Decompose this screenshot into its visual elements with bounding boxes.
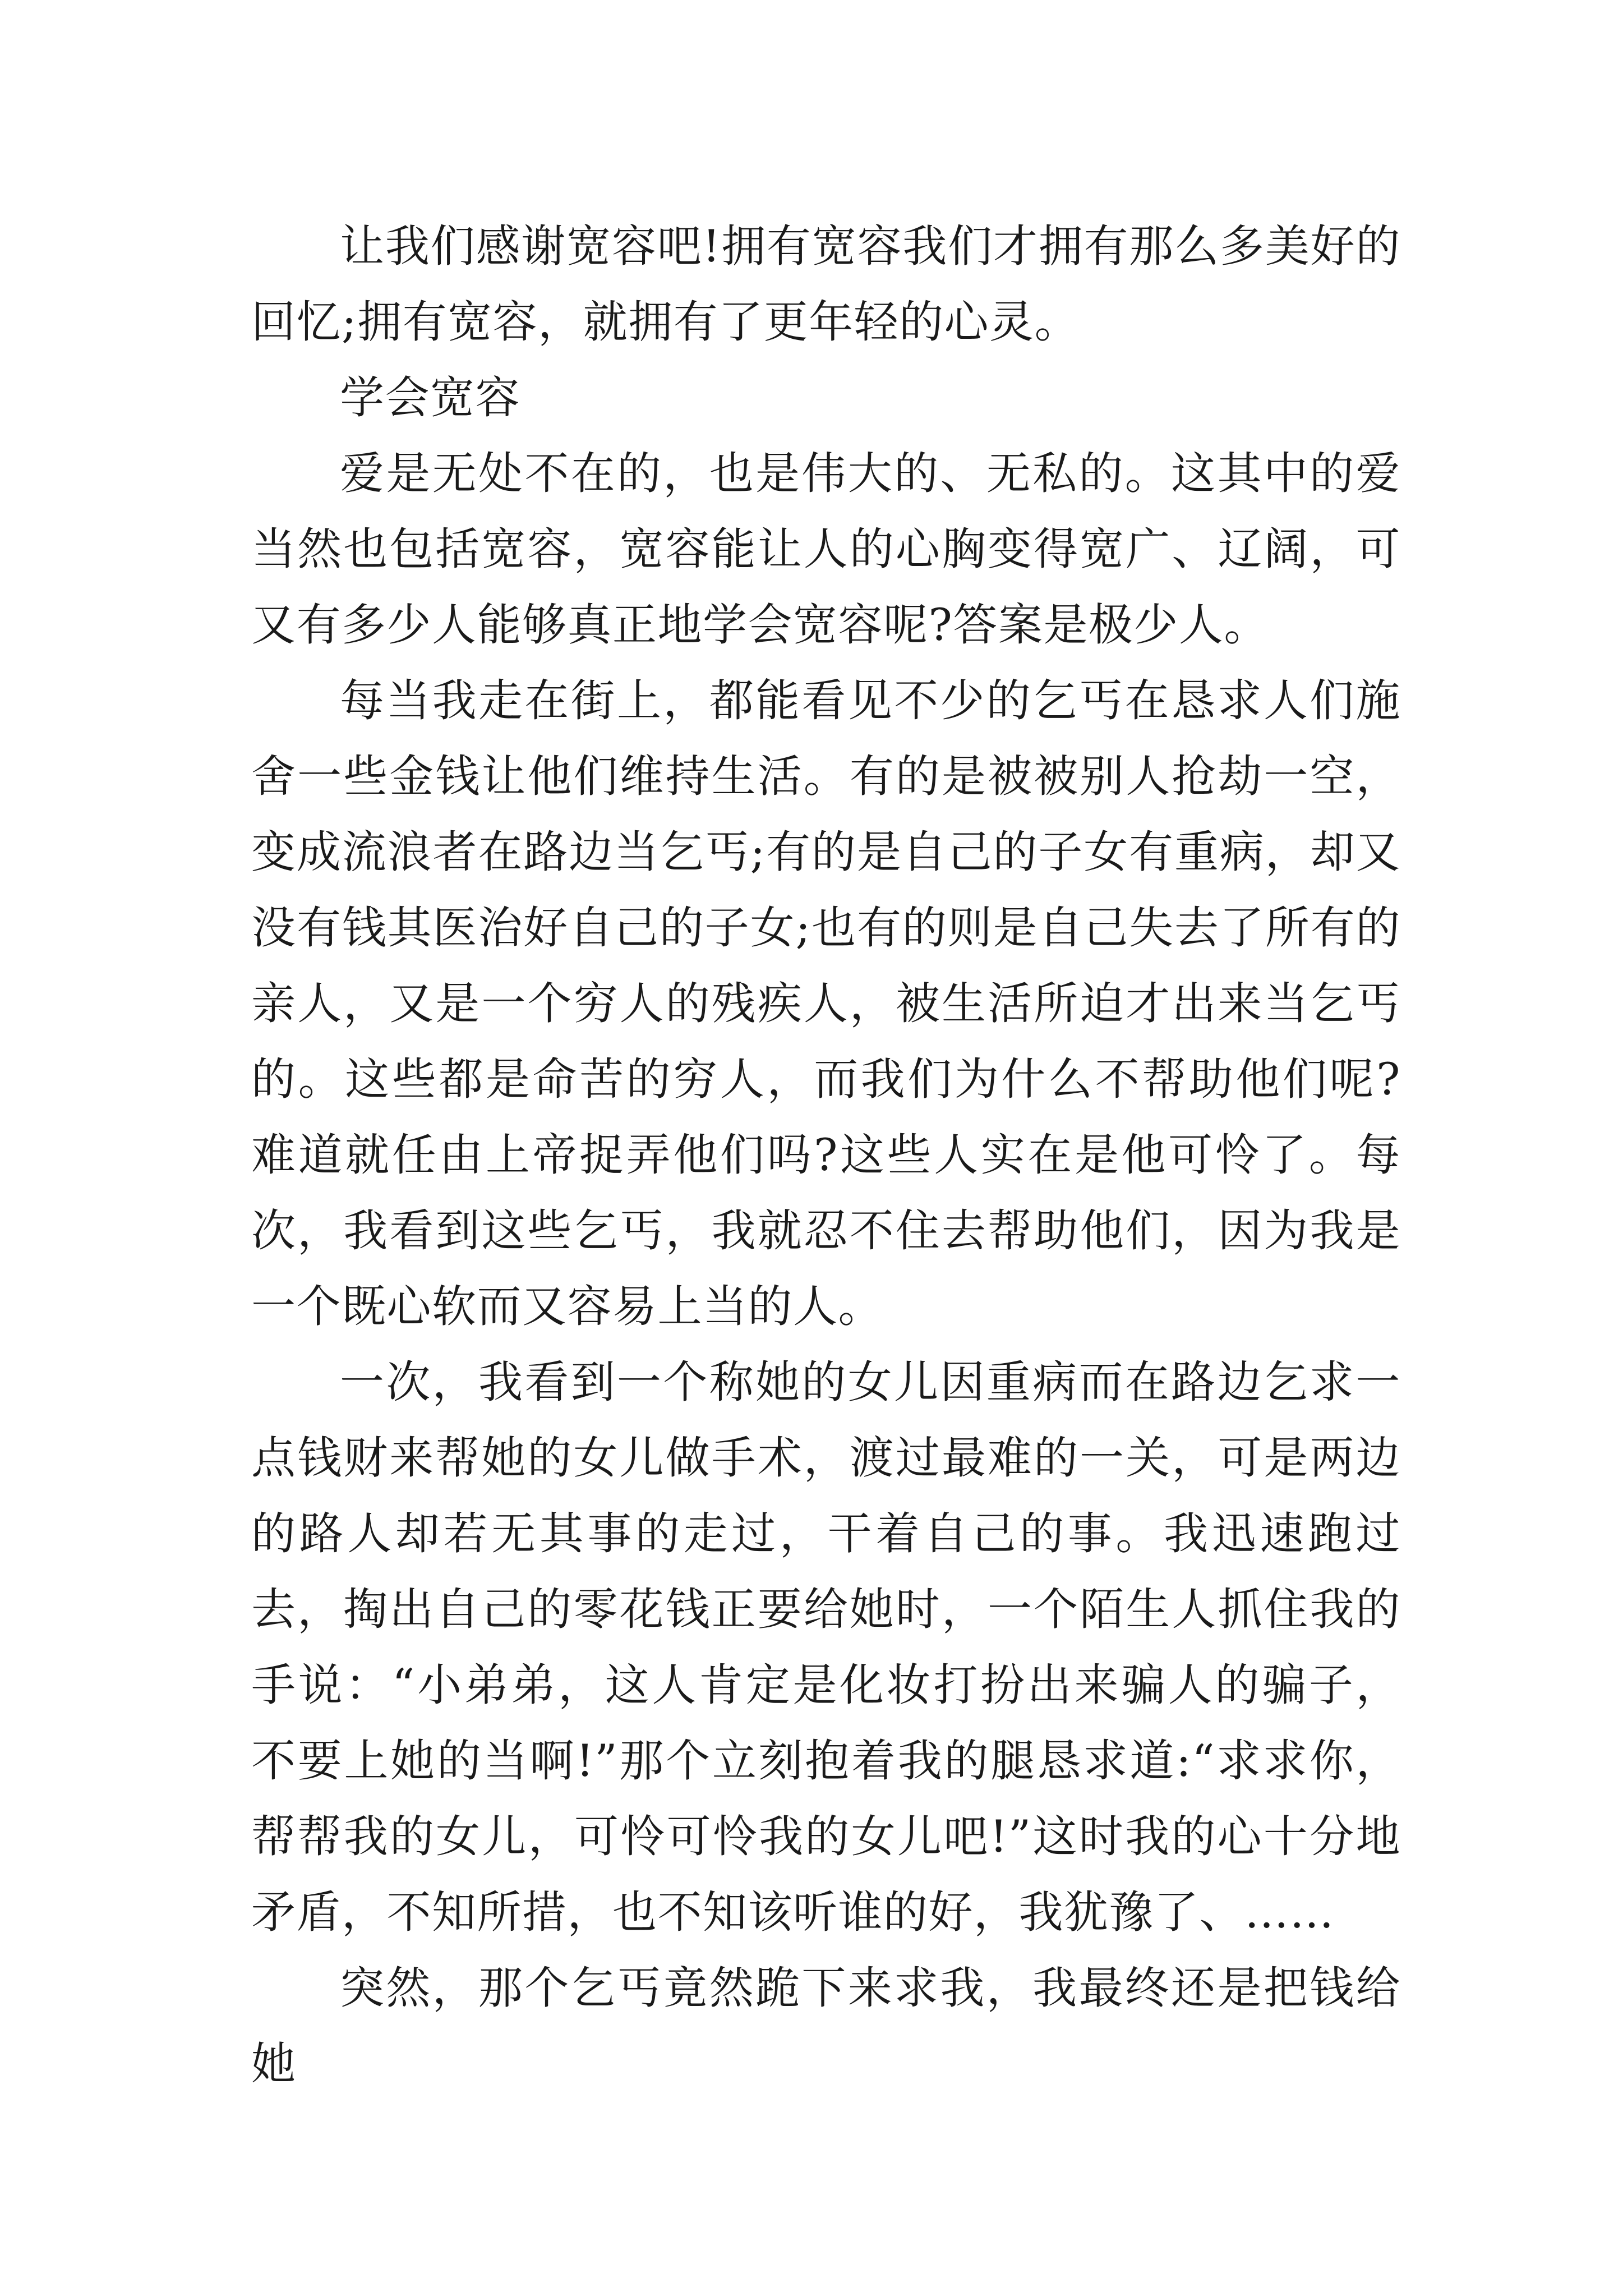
section-heading: 学会宽容 bbox=[340, 372, 520, 424]
paragraph-love: 爱是无处不在的，也是伟大的、无私的。这其中的爱当然也包括宽容，宽容能让人的心胸变得宽广、辽阔，可又有多少人能够真正地学会宽容呢?答案是极少人。 bbox=[251, 448, 1401, 651]
paragraph-encounter: 一次，我看到一个称她的女儿因重病而在路边乞求一点钱财来帮她的女儿做手术，渡过最难的一关，可是两边的路人却若无其事的走过，干着自己的事。我迅速跑过去，掏出自己的零花钱正要给她时，一个陌生人抓住我的手说：“小弟弟，这人肯定是化妆打扮出来骗人的骗子，不要上她的当啊!”那个立刻抱着我的腿恳求道:“求求你，帮帮我的女儿，可怜可怜我的女儿吧!”这时我的心十分地矛盾，不知所措，也不知该听谁的好，我犹豫了、…… bbox=[251, 1356, 1401, 1938]
document-body bbox=[251, 209, 1401, 2102]
paragraph-beggars: 每当我走在街上，都能看见不少的乞丐在恳求人们施舍一些金钱让他们维持生活。有的是被被别人抢劫一空，变成流浪者在路边当乞丐;有的是自己的子女有重病，却又没有钱其医治好自己的子女;也有的则是自己失去了所有的亲人，又是一个穷人的残疾人，被生活所迫才出来当乞丐的。这些都是命苦的穷人，而我们为什么不帮助他们呢?难道就任由上帝捉弄他们吗?这些人实在是他可怜了。每次，我看到这些乞丐，我就忍不住去帮助他们，因为我是一个既心软而又容易上当的人。 bbox=[251, 675, 1401, 1332]
paragraph-gratitude: 让我们感谢宽容吧!拥有宽容我们才拥有那么多美好的回忆;拥有宽容，就拥有了更年轻的心灵。 bbox=[251, 220, 1401, 348]
paragraph-conclusion: 突然，那个乞丐竟然跪下来求我，我最终还是把钱给她 bbox=[251, 1962, 1401, 2090]
